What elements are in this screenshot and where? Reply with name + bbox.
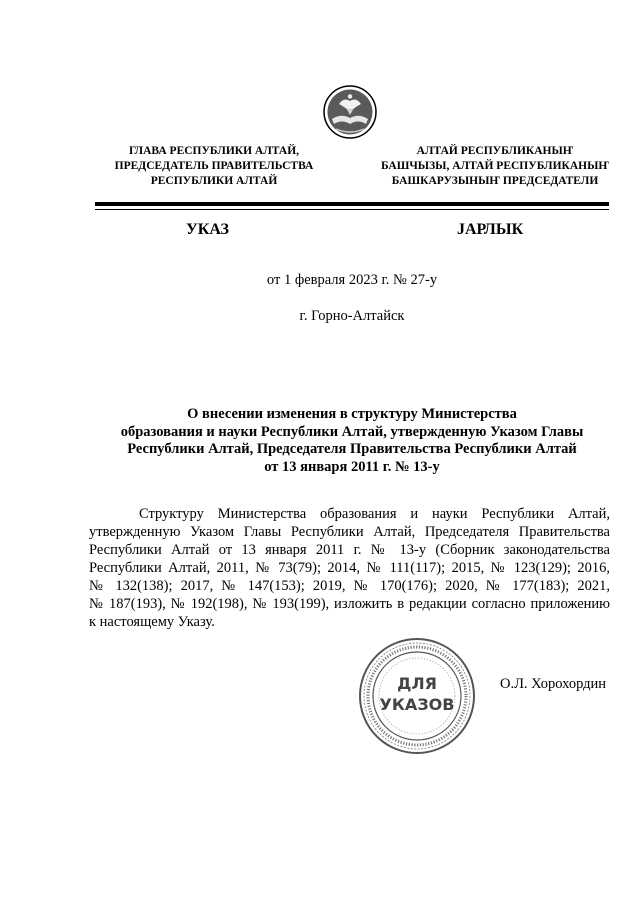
header-left-line: ГЛАВА РЕСПУБЛИКИ АЛТАЙ, [128, 145, 300, 157]
header-left-line: РЕСПУБЛИКИ АЛТАЙ [150, 175, 278, 187]
title-line: Республики Алтай, Председателя Правительства Республики Алтай [127, 441, 577, 457]
coat-of-arms-emblem [322, 84, 378, 140]
body-line: Республики Алтай, 2011, № 73(79); 2014, № 111(117); 2015, № 123(129); 2016, [89, 560, 610, 576]
header-right-line: БАШКАРУЗЫНЫҤ ПРЕДСЕДАТЕЛИ [391, 175, 599, 187]
body-line: № 132(138); 2017, № 147(153); 2019, № 170(176); 2020, № 177(183); 2021, [89, 578, 610, 594]
body-line: № 187(193), № 192(198), № 193(199), изложить в редакции согласно приложению [89, 596, 610, 612]
header-divider-thin [95, 209, 609, 210]
title-line: О внесении изменения в структуру Министерства [187, 406, 517, 422]
decree-title [96, 406, 608, 476]
doc-type-altai: ЈАРЛЫК [457, 221, 524, 238]
body-line: Структуру Министерства образования и науки Республики Алтай, [139, 506, 610, 522]
body-line: Республики Алтай от 13 января 2011 г. № 13-у (Сборник законодательства [89, 542, 610, 558]
header-right-block [370, 144, 620, 189]
header-left-line: ПРЕДСЕДАТЕЛЬ ПРАВИТЕЛЬСТВА [114, 160, 314, 172]
decree-city: г. Горно-Алтайск [299, 308, 405, 324]
header-right-line: БАШЧЫЗЫ, АЛТАЙ РЕСПУБЛИКАНЫҤ [380, 160, 610, 172]
official-stamp [357, 636, 477, 756]
header-left-block [96, 144, 332, 189]
stamp-text-line-1: ДЛЯ [397, 674, 437, 693]
doc-type-russian: УКАЗ [186, 221, 229, 238]
header-right-line: АЛТАЙ РЕСПУБЛИКАНЫҤ [416, 145, 574, 157]
title-line: от 13 января 2011 г. № 13-у [264, 458, 440, 475]
body-line: к настоящему Указу. [89, 614, 215, 630]
stamp-text-line-2: УКАЗОВ [379, 695, 455, 714]
header-divider-thick [95, 202, 609, 206]
signer-name: О.Л. Хорохордин [500, 676, 607, 692]
title-line: образования и науки Республики Алтай, утвержденную Указом Главы [120, 423, 584, 440]
decree-body-paragraph [89, 505, 610, 631]
body-line: утвержденную Указом Главы Республики Алтай, Председателя Правительства [89, 524, 610, 540]
decree-date-number: от 1 февраля 2023 г. № 27-у [266, 272, 438, 288]
